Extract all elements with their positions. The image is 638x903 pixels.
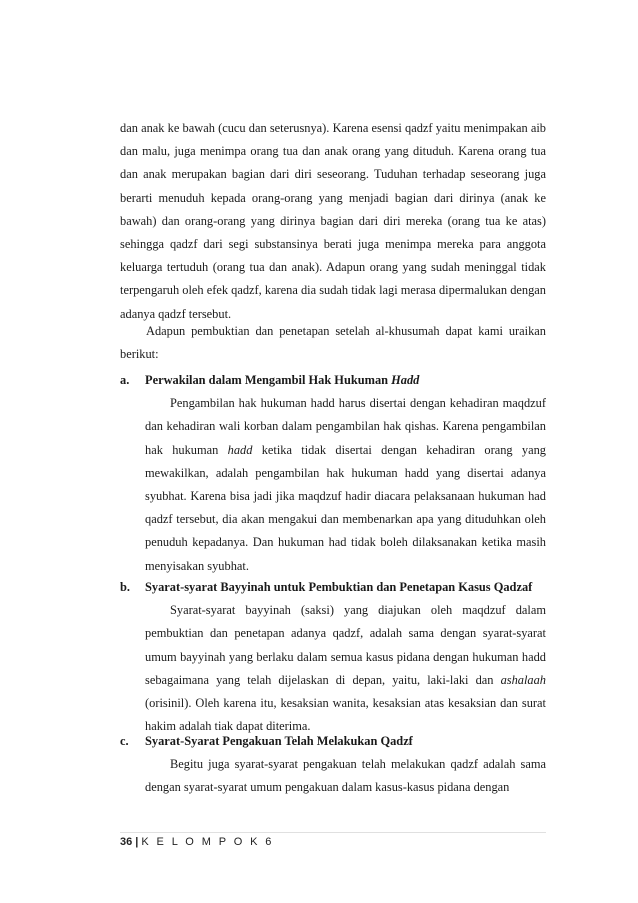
footer-group-name: K E L O M P O K 6 — [141, 836, 274, 848]
intro-paragraph: dan anak ke bawah (cucu dan seterusnya). Karena esensi qadzf yaitu menimpakan aib dan malu, juga menimpa orang tua dan anak orang yang dituduh. Karena orang tua dan anak merupakan bagian dari diri seseorang. Tuduhan terhadap seseorang juga berarti menuduh kepada orang-orang yang menjadi bagian dari dirinya (anak ke bawah) dan orang-orang yang dirinya bagian dari diri mereka (orang tua ke atas) sehingga qadzf dari segi substansinya berati juga menimpa mereka para anggota keluarga tertuduh (orang tua dan anak). Adapun orang yang sudah meninggal tidak terpengaruh oleh efek qadzf, karena dia sudah tidak lagi merasa dipermalukan dengan adanya qadzf tersebut. — [120, 121, 546, 321]
footer-separator: | — [135, 836, 139, 848]
section-a — [120, 369, 546, 578]
closing-paragraph: Adapun pembuktian dan penetapan setelah al-khusumah dapat kami uraikan berikut: — [120, 324, 546, 362]
section-a-body-part2: ketika tidak disertai dengan kehadiran orang yang mewakilkan, adalah pengambilan hak hukuman hadd yang disertai adanya syubhat. Karena bisa jadi jika maqdzuf hadir diacara pelaksanaan hukuman had qadzf tersebut, dia akan mengakui dan membenarkan apa yang dituduhkan oleh penuduh kepadanya. Dan hukuman had tidak boleh dilaksanakan ketika masih menyisakan syubhat. — [145, 442, 546, 573]
section-c-body: Begitu juga syarat-syarat pengakuan telah melakukan qadzf adalah sama dengan syarat-syarat umum pengakuan dalam kasus-kasus pidana dengan — [145, 757, 546, 795]
section-b-title: Syarat-syarat Bayyinah untuk Pembuktian dan Penetapan Kasus Qadzaf — [145, 580, 533, 594]
section-a-title-text: Perwakilan dalam Mengambil Hak Hukuman — [145, 373, 392, 387]
section-b-heading — [120, 576, 546, 599]
section-b — [120, 576, 546, 738]
section-b-body-part2: (orisinil). Oleh karena itu, kesaksian wanita, kesaksian atas kesaksian dan surat hakim adalah tiak dapat diterima. — [145, 696, 546, 734]
section-c-heading — [120, 730, 546, 753]
section-c-letter: c. — [120, 734, 129, 748]
footer-page-number: 36 — [120, 836, 133, 848]
section-a-body-part1: Pengambilan hak hukuman hadd harus disertai dengan kehadiran maqdzuf dan kehadiran wali korban dalam pengambilan hak qishas. Karena pengambilan hak hukuman — [145, 396, 546, 457]
section-c — [120, 730, 546, 800]
section-a-heading — [120, 369, 546, 392]
section-a-letter: a. — [120, 373, 130, 387]
page-footer — [120, 836, 274, 848]
section-a-body-italic: hadd — [227, 442, 253, 457]
section-b-body-italic: ashalaah — [500, 672, 546, 687]
section-a-title-italic: Hadd — [391, 373, 420, 387]
section-b-body-part1: Syarat-syarat bayyinah (saksi) yang diajukan oleh maqdzuf dalam pembuktian dan penetapan adanya qadzf, adalah sama dengan syarat-syarat umum bayyinah yang berlaku dalam semua kasus pidana dengan hukuman hadd sebagaimana yang telah dijelaskan di depan, yaitu, laki-laki dan — [145, 603, 546, 687]
section-c-title: Syarat-Syarat Pengakuan Telah Melakukan Qadzf — [145, 734, 413, 748]
section-a-body — [145, 392, 546, 578]
section-a-title — [145, 369, 419, 392]
section-b-body — [145, 599, 546, 738]
footer-divider — [120, 832, 546, 833]
section-b-letter: b. — [120, 580, 130, 594]
